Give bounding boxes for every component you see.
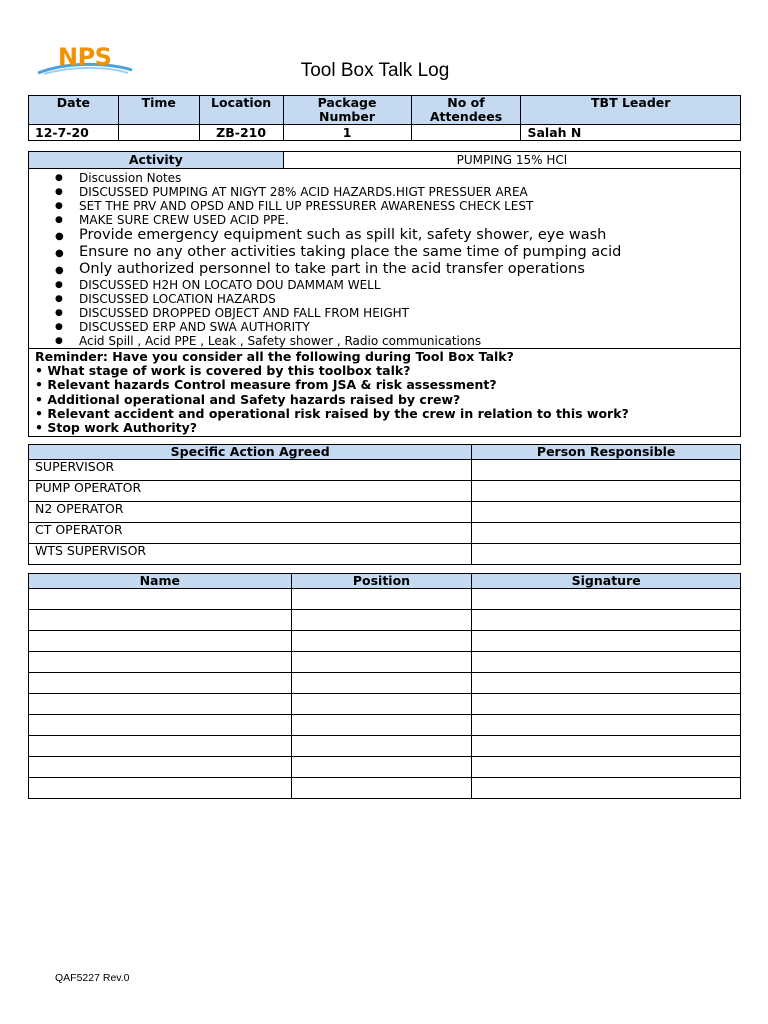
logo-text: NPS <box>58 43 112 71</box>
actions-table <box>28 444 741 565</box>
activity-table <box>28 151 741 437</box>
signature-cell[interactable] <box>472 652 741 673</box>
page-title: Tool Box Talk Log <box>300 60 450 81</box>
table-row <box>29 523 741 544</box>
header-table-value-row <box>29 125 741 141</box>
name-cell[interactable] <box>29 736 292 757</box>
note-item: ● DISCUSSED ERP AND SWA AUTHORITY <box>79 320 740 334</box>
col-person-responsible: Person Responsible <box>472 445 741 460</box>
col-package-number: Package Number <box>283 96 411 125</box>
header-table <box>28 95 741 141</box>
signature-cell[interactable] <box>472 778 741 799</box>
header-table-head-row <box>29 96 741 125</box>
signature-cell[interactable] <box>472 757 741 778</box>
position-cell[interactable] <box>291 736 472 757</box>
col-time: Time <box>118 96 199 125</box>
table-row <box>29 589 741 610</box>
name-cell[interactable] <box>29 652 292 673</box>
discussion-notes-row <box>29 169 741 349</box>
responsible-cell[interactable] <box>472 544 741 565</box>
table-row <box>29 778 741 799</box>
notes-list <box>29 171 740 348</box>
attendees-value[interactable] <box>411 125 521 141</box>
name-cell[interactable] <box>29 631 292 652</box>
name-cell[interactable] <box>29 778 292 799</box>
name-cell[interactable] <box>29 757 292 778</box>
table-row <box>29 481 741 502</box>
tbt-leader-value[interactable]: Salah N <box>521 125 741 141</box>
position-cell[interactable] <box>291 610 472 631</box>
responsible-cell[interactable] <box>472 481 741 502</box>
position-cell[interactable] <box>291 715 472 736</box>
position-cell[interactable] <box>291 757 472 778</box>
note-item: ● MAKE SURE CREW USED ACID PPE. <box>79 213 740 227</box>
signature-cell[interactable] <box>472 610 741 631</box>
reminder-item: • Stop work Authority? <box>35 420 198 436</box>
name-cell[interactable] <box>29 610 292 631</box>
col-location: Location <box>199 96 283 125</box>
note-item: ● Provide emergency equipment such as spill kit, safety shower, eye wash <box>79 227 740 244</box>
reminder-item: • Additional operational and Safety hazards raised by crew? <box>35 391 461 407</box>
position-cell[interactable] <box>291 778 472 799</box>
action-cell[interactable]: PUMP OPERATOR <box>29 481 472 502</box>
activity-label: Activity <box>29 152 284 169</box>
table-row <box>29 715 741 736</box>
note-item: ● Acid Spill , Acid PPE , Leak , Safety shower , Radio communications <box>79 334 740 348</box>
table-row <box>29 544 741 565</box>
note-item: ● Only authorized personnel to take part in the acid transfer operations <box>79 261 740 278</box>
attendees-table <box>28 573 741 799</box>
attendees-head-row <box>29 574 741 589</box>
action-cell[interactable]: SUPERVISOR <box>29 460 472 481</box>
table-row <box>29 694 741 715</box>
signature-cell[interactable] <box>472 589 741 610</box>
name-cell[interactable] <box>29 694 292 715</box>
actions-head-row <box>29 445 741 460</box>
table-row <box>29 673 741 694</box>
name-cell[interactable] <box>29 589 292 610</box>
reminder-item: • Relevant accident and operational risk raised by the crew in relation to this work? <box>35 405 629 421</box>
note-item: ● Discussion Notes <box>79 171 740 185</box>
responsible-cell[interactable] <box>472 460 741 481</box>
signature-cell[interactable] <box>472 736 741 757</box>
form-code-footer: QAF5227 Rev.0 <box>55 972 130 984</box>
discussion-notes <box>29 169 741 349</box>
table-row <box>29 736 741 757</box>
col-date: Date <box>29 96 119 125</box>
time-value[interactable] <box>118 125 199 141</box>
position-cell[interactable] <box>291 589 472 610</box>
note-item: ● DISCUSSED LOCATION HAZARDS <box>79 292 740 306</box>
signature-cell[interactable] <box>472 631 741 652</box>
position-cell[interactable] <box>291 694 472 715</box>
table-row <box>29 757 741 778</box>
location-value[interactable]: ZB-210 <box>199 125 283 141</box>
signature-cell[interactable] <box>472 673 741 694</box>
responsible-cell[interactable] <box>472 502 741 523</box>
note-item: ● DISCUSSED H2H ON LOCATO DOU DAMMAM WELL <box>79 278 740 292</box>
activity-row <box>29 152 741 169</box>
col-specific-action: Specific Action Agreed <box>29 445 472 460</box>
reminder-item: • Relevant hazards Control measure from JSA & risk assessment? <box>35 377 497 393</box>
position-cell[interactable] <box>291 673 472 694</box>
note-item: ● Ensure no any other activities taking place the same time of pumping acid <box>79 244 740 261</box>
name-cell[interactable] <box>29 673 292 694</box>
col-no-of-attendees: No of Attendees <box>411 96 521 125</box>
reminder-row <box>29 349 741 437</box>
table-row <box>29 631 741 652</box>
reminder-heading: Reminder: Have you consider all the following during Tool Box Talk? <box>35 349 514 364</box>
position-cell[interactable] <box>291 652 472 673</box>
signature-cell[interactable] <box>472 715 741 736</box>
col-position: Position <box>291 574 472 589</box>
note-item: ● DISCUSSED DROPPED OBJECT AND FALL FROM HEIGHT <box>79 306 740 320</box>
note-item: ● SET THE PRV AND OPSD AND FILL UP PRESSURER AWARENESS CHECK LEST <box>79 199 740 213</box>
position-cell[interactable] <box>291 631 472 652</box>
action-cell[interactable]: WTS SUPERVISOR <box>29 544 472 565</box>
table-row <box>29 610 741 631</box>
table-row <box>29 460 741 481</box>
action-cell[interactable]: CT OPERATOR <box>29 523 472 544</box>
reminder-item: • What stage of work is covered by this toolbox talk? <box>35 363 411 379</box>
package-number-value[interactable]: 1 <box>283 125 411 141</box>
date-value[interactable]: 12-7-20 <box>29 125 119 141</box>
responsible-cell[interactable] <box>472 523 741 544</box>
activity-value[interactable]: PUMPING 15% HCl <box>283 152 740 169</box>
signature-cell[interactable] <box>472 694 741 715</box>
table-row <box>29 502 741 523</box>
col-name: Name <box>29 574 292 589</box>
note-item: ● DISCUSSED PUMPING AT NIGYT 28% ACID HAZARDS.HIGT PRESSUER AREA <box>79 185 740 199</box>
name-cell[interactable] <box>29 715 292 736</box>
action-cell[interactable]: N2 OPERATOR <box>29 502 472 523</box>
col-signature: Signature <box>472 574 741 589</box>
table-row <box>29 652 741 673</box>
reminder-box <box>29 349 741 437</box>
col-tbt-leader: TBT Leader <box>521 96 741 125</box>
